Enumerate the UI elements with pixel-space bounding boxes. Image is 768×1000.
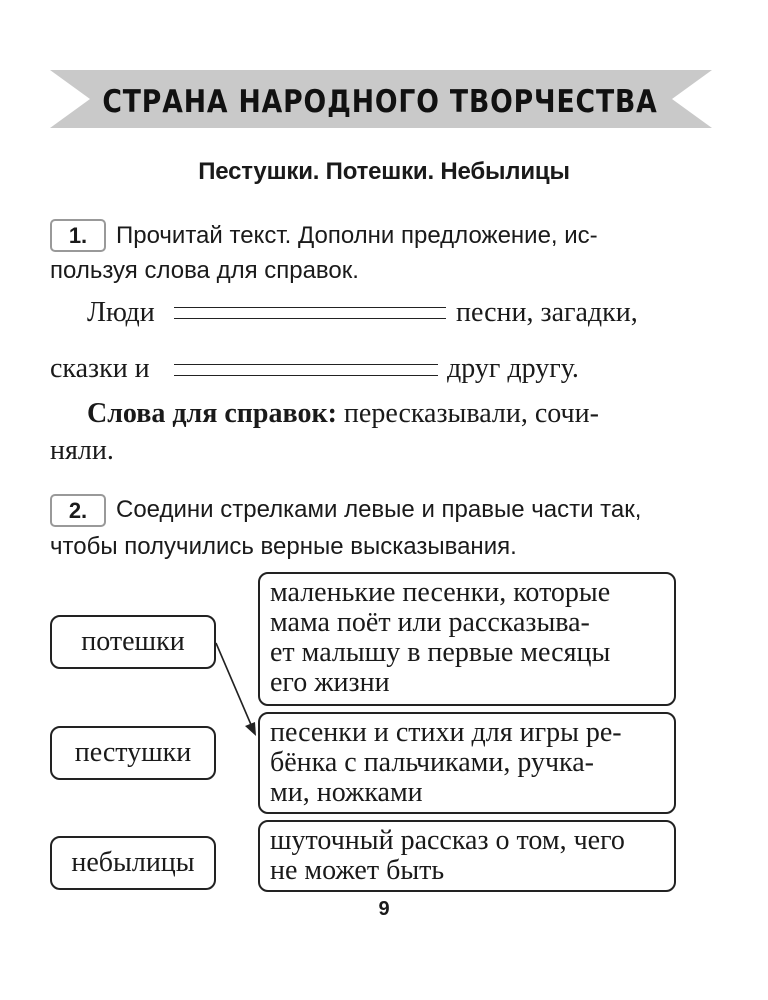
right-box-1-line: его жизни (270, 667, 390, 698)
right-box-1-line: маленькие песенки, которые (270, 577, 611, 608)
sentence-part-4: друг другу. (447, 353, 579, 384)
answer-blank-2[interactable] (174, 364, 438, 376)
hint-words-2: няли. (50, 435, 114, 466)
left-box-nebylitsy[interactable]: небылицы (50, 836, 216, 890)
right-box-2-line: ми, ножками (270, 777, 423, 808)
right-box-3-line: не может быть (270, 855, 445, 886)
right-box-1-line: ет малышу в первые месяцы (270, 637, 611, 668)
task-2-instruction-line1: Соедини стрелками левые и правые части так, (116, 496, 642, 523)
right-box-2-line: бёнка с пальчиками, ручка- (270, 747, 594, 778)
page-number: 9 (378, 898, 390, 920)
hint-label: Слова для справок: (87, 398, 337, 429)
right-box-2[interactable] (258, 712, 676, 814)
right-box-3[interactable] (258, 820, 676, 892)
answer-blank-1[interactable] (174, 307, 446, 319)
task-1-instruction-line2: пользуя слова для справок. (50, 257, 359, 284)
right-box-2-line: песенки и стихи для игры ре- (270, 717, 622, 748)
task-2-number: 2. (50, 494, 106, 527)
banner-title: СТРАНА НАРОДНОГО ТВОРЧЕСТВА (102, 84, 658, 120)
sentence-part-3: сказки и (50, 353, 150, 384)
task-1-instruction-line1: Прочитай текст. Дополни предложение, ис- (116, 222, 598, 249)
hint-words-1: пересказывали, сочи- (343, 398, 599, 429)
sentence-part-2: песни, загадки, (456, 297, 638, 328)
left-box-pestushki[interactable]: пестушки (50, 726, 216, 780)
left-box-poteshki[interactable]: потешки (50, 615, 216, 669)
task-1-number: 1. (50, 219, 106, 252)
right-box-1[interactable] (258, 572, 676, 706)
section-subtitle: Пестушки. Потешки. Небылицы (198, 158, 570, 185)
right-box-1-line: мама поёт или рассказыва- (270, 607, 590, 638)
sentence-part-1: Люди (87, 297, 155, 328)
right-box-3-line: шуточный рассказ о том, чего (270, 825, 625, 856)
hint-line-1 (87, 398, 599, 430)
task-2-instruction-line2: чтобы получились верные высказывания. (50, 533, 517, 560)
